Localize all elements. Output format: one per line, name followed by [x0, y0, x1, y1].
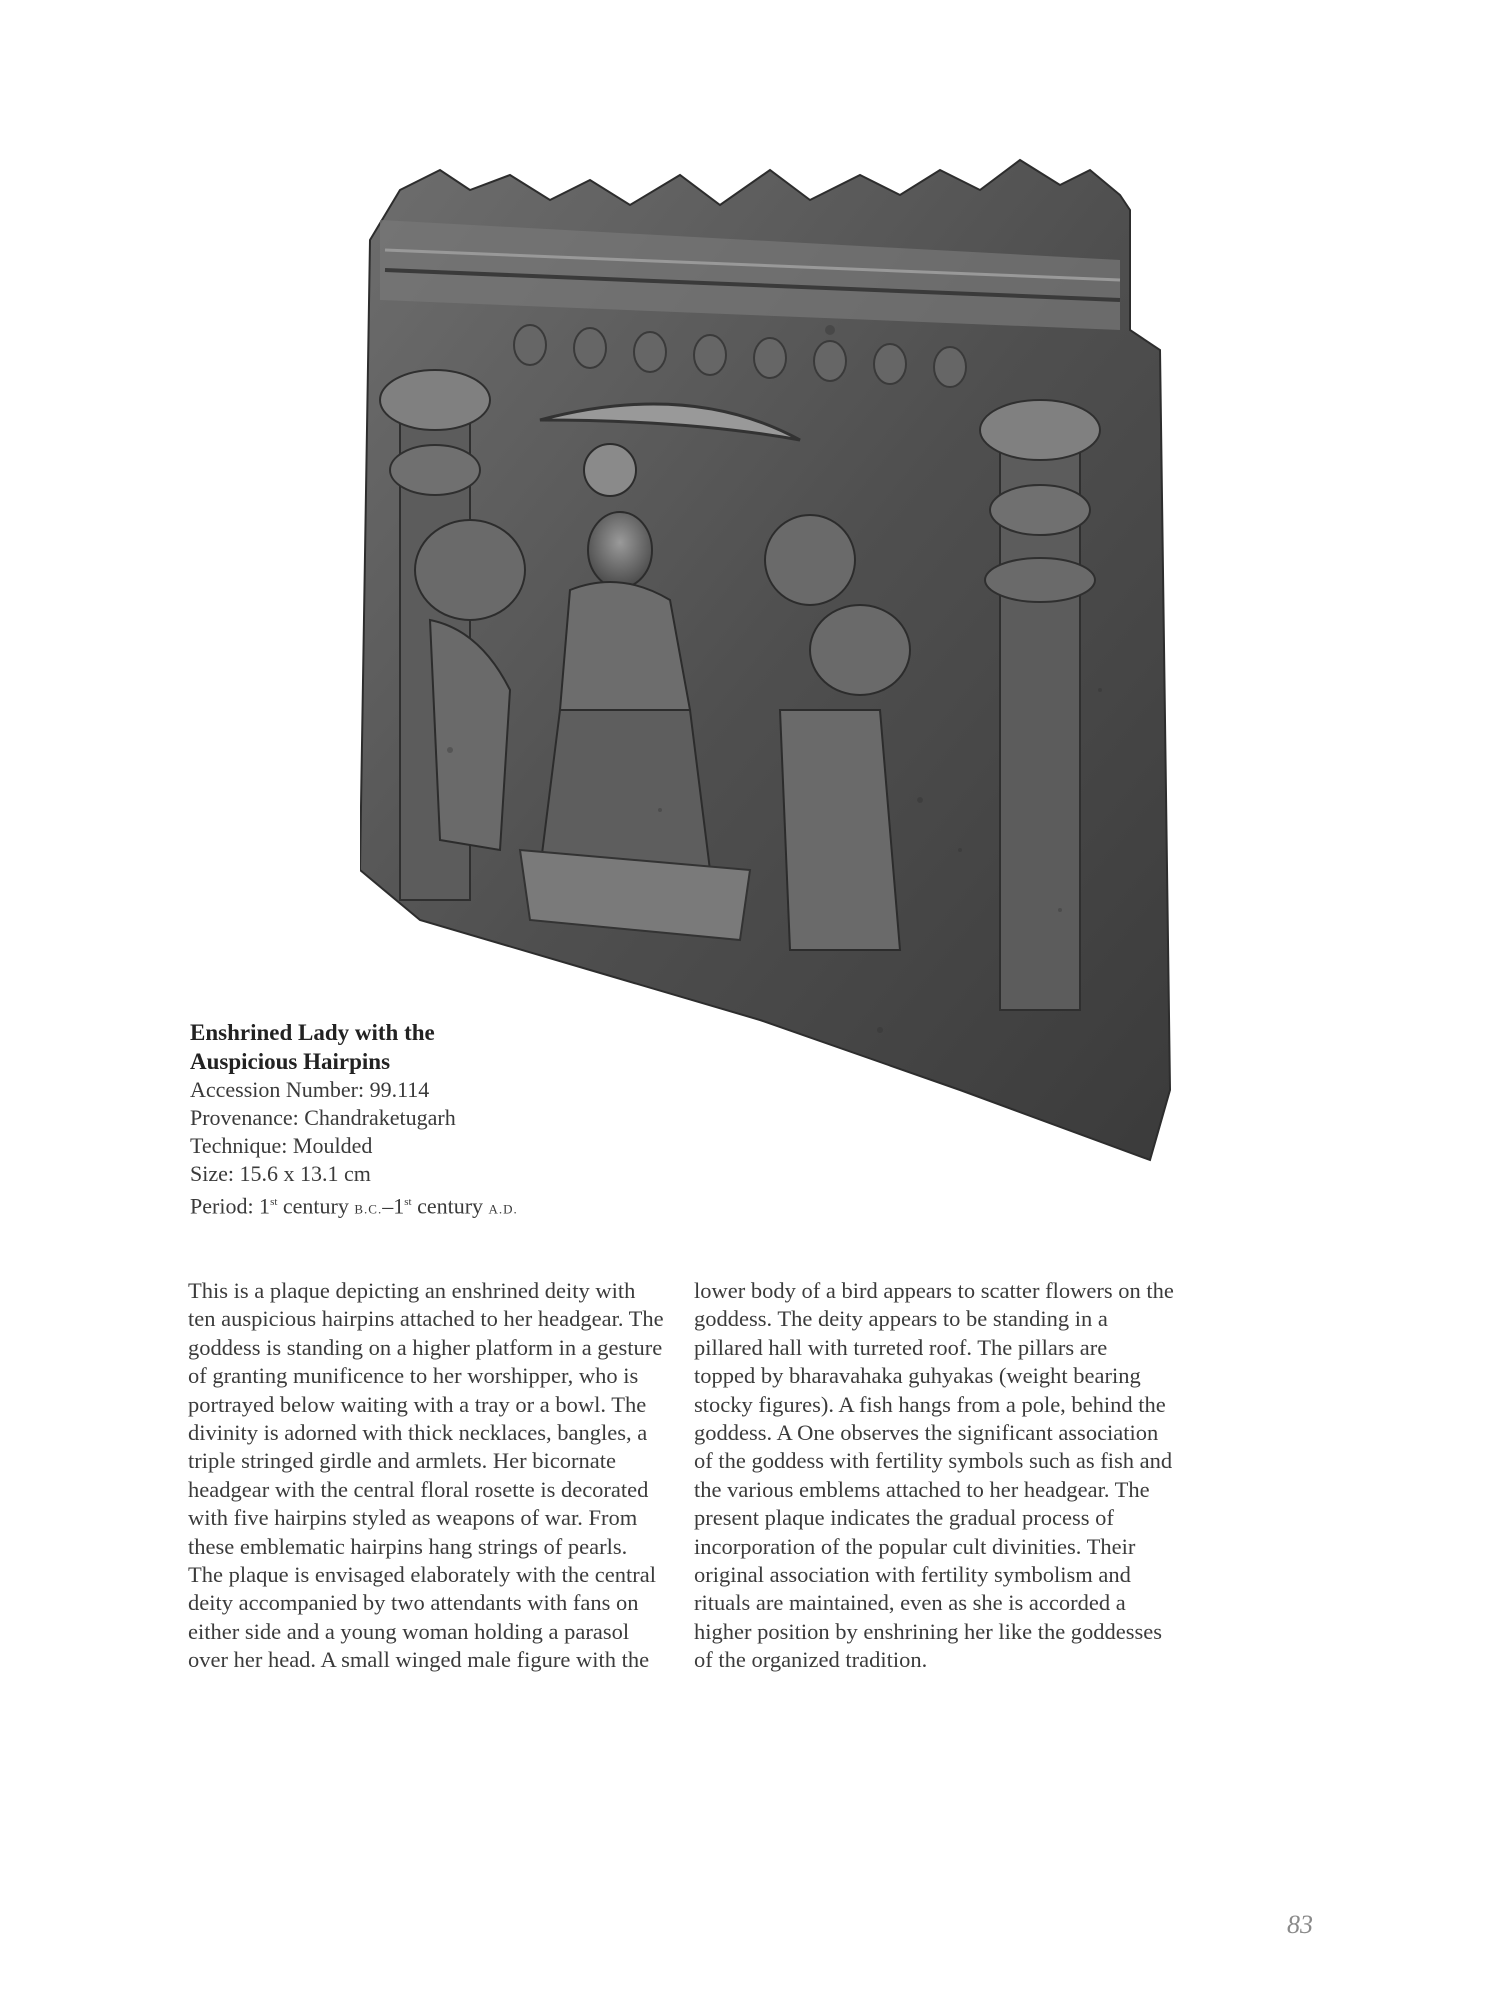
page-number: 83 [1287, 1910, 1313, 1939]
caption-title-line2: Auspicious Hairpins [190, 1049, 391, 1074]
period-ad: A.D. [488, 1201, 518, 1217]
body-paragraph: The plaque is envisaged elaborately with the central deity accompanied by two attendants with fans on either side and a young woman holding a parasol over her head. A small winged male figure with the [188, 1562, 656, 1673]
body-paragraph: This is a plaque depicting an enshrined deity with ten auspicious hairpins attached to her headgear. The goddess is standing on a higher platform in a gesture of granting munificence to her worshipper, who is portrayed below waiting with a tray or a bowl. The divinity is adorned with thick necklaces, bangles, a triple stringed girdle and armlets. Her bicornate headgear with the central floral rosette is decorated with five hairpins styled as weapons of war. From these emblematic hairpins hang strings of pearls. [188, 1278, 664, 1559]
period-mid2: century [411, 1193, 489, 1219]
caption-accession: Accession Number: 99.114 [190, 1077, 430, 1102]
body-column-right [694, 1277, 1174, 1675]
artifact-caption [190, 1018, 710, 1223]
caption-title-line1: Enshrined Lady with the [190, 1020, 435, 1045]
period-sup2: st [404, 1196, 412, 1208]
caption-size: Size: 15.6 x 13.1 cm [190, 1161, 371, 1186]
period-bc: B.C. [354, 1201, 383, 1217]
period-prefix: Period: 1 [190, 1193, 271, 1219]
caption-period [190, 1188, 710, 1223]
period-dash: –1 [382, 1193, 405, 1219]
caption-provenance: Provenance: Chandraketugarh [190, 1105, 456, 1130]
caption-technique: Technique: Moulded [190, 1133, 373, 1158]
body-paragraph: lower body of a bird appears to scatter flowers on the goddess. The deity appears to be standing in a pillared hall with turreted roof. The pillars are topped by bharavahaka guhyakas (weight bearing stocky figures). A fish hangs from a pole, behind the goddess. A One observes the significant association of the goddess with fertility symbols such as fish and the various emblems attached to her headgear. The present plaque indicates the gradual process of incorporation of the popular cult divinities. Their original association with fertility symbolism and rituals are maintained, even as she is accorded a higher position by enshrining her like the goddesses of the organized tradition. [694, 1278, 1174, 1673]
body-column-left [188, 1277, 668, 1675]
period-sup1: st [270, 1196, 278, 1208]
period-mid1: century [277, 1193, 355, 1219]
